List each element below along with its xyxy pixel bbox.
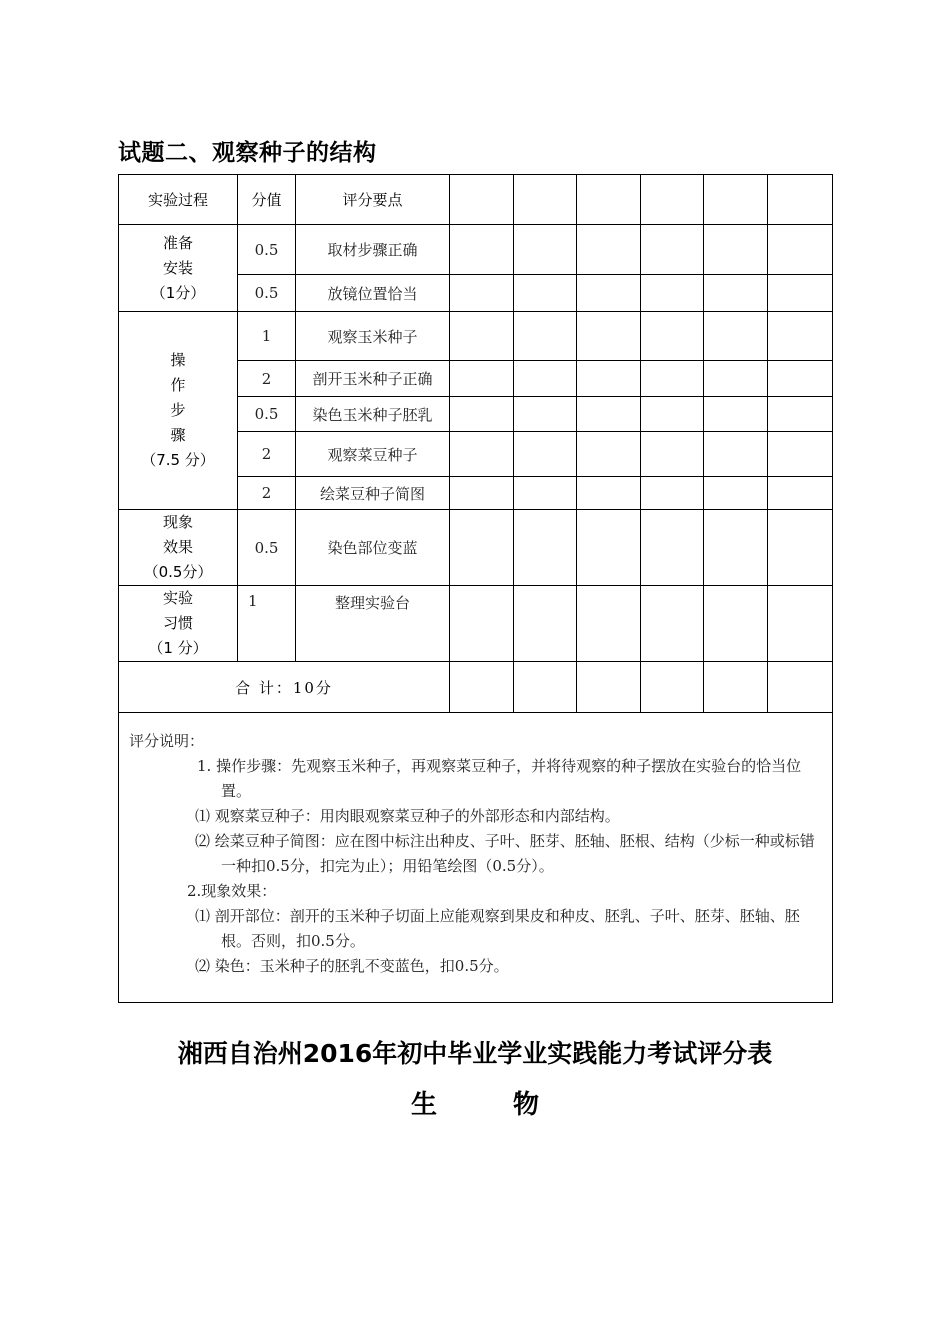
point-cell: 观察玉米种子: [296, 312, 450, 361]
blank-cell: [704, 477, 768, 510]
blank-cell: [768, 510, 833, 586]
category-line: 准备: [162, 233, 193, 252]
blank-cell: [450, 225, 514, 275]
blank-cell: [577, 477, 641, 510]
note-item-2: 2.现象效果：: [187, 882, 277, 900]
blank-cell: [577, 312, 641, 361]
blank-cell: [768, 662, 833, 713]
category-line: （0.5分）: [143, 563, 213, 581]
category-line: 骤: [170, 426, 186, 444]
category-line: （7.5 分）: [141, 451, 215, 469]
notes-row: [119, 713, 833, 1003]
total-cell: 合 计：10分: [119, 662, 450, 713]
blank-cell: [704, 586, 768, 662]
subject-title: [0, 1084, 950, 1121]
blank-cell: [641, 275, 704, 312]
category-line: （1分）: [150, 283, 206, 302]
category-line: 效果: [162, 538, 193, 556]
blank-cell: [514, 397, 577, 432]
blank-cell: [641, 510, 704, 586]
point-cell: 剖开玉米种子正确: [296, 361, 450, 397]
score-cell: 2: [238, 361, 296, 397]
point-cell: 观察菜豆种子: [296, 432, 450, 477]
blank-cell: [450, 397, 514, 432]
blank-cell: [641, 397, 704, 432]
blank-cell: [768, 586, 833, 662]
category-operation: [119, 312, 238, 510]
blank-cell: [577, 510, 641, 586]
blank-cell: [577, 175, 641, 225]
note-item-2-2: ⑵ 染色：玉米种子的胚乳不变蓝色，扣0.5分。: [195, 957, 509, 975]
blank-cell: [514, 361, 577, 397]
blank-cell: [768, 312, 833, 361]
header-process: 实验过程: [119, 175, 238, 225]
blank-cell: [514, 662, 577, 713]
category-line: 操: [170, 351, 186, 369]
blank-cell: [768, 275, 833, 312]
subject-char: 生: [410, 1090, 437, 1120]
blank-cell: [768, 397, 833, 432]
blank-cell: [641, 361, 704, 397]
blank-cell: [704, 510, 768, 586]
scoring-notes: [119, 713, 833, 1003]
blank-cell: [641, 662, 704, 713]
table-row: [119, 225, 833, 275]
table-row: [119, 510, 833, 586]
blank-cell: [450, 432, 514, 477]
blank-cell: [641, 312, 704, 361]
category-line: 作: [170, 376, 186, 394]
note-item-2-1: ⑴ 剖开部位：剖开的玉米种子切面上应能观察到果皮和种皮、胚乳、子叶、胚芽、胚轴、胚根。否则，扣0.5分。: [195, 907, 800, 950]
note-item-1-2: ⑵ 绘菜豆种子简图：应在图中标注出种皮、子叶、胚芽、胚轴、胚根、结构（少标一种或标错一种扣0.5分，扣完为止）；用铅笔绘图（0.5分）。: [195, 832, 815, 875]
blank-cell: [768, 225, 833, 275]
blank-cell: [577, 662, 641, 713]
point-cell: 整理实验台: [296, 586, 450, 662]
blank-cell: [450, 275, 514, 312]
blank-cell: [514, 477, 577, 510]
note-item-1: 1. 操作步骤：先观察玉米种子，再观察菜豆种子，并将待观察的种子摆放在实验台的恰当位置。: [197, 757, 802, 800]
table-row: [119, 586, 833, 662]
score-cell: 0.5: [238, 225, 296, 275]
blank-cell: [514, 510, 577, 586]
category-prepare: [119, 225, 238, 312]
category-line: 安装: [162, 258, 193, 277]
category-habit: [119, 586, 238, 662]
note-item-1-1: ⑴ 观察菜豆种子：用肉眼观察菜豆种子的外部形态和内部结构。: [195, 807, 620, 825]
blank-cell: [768, 361, 833, 397]
blank-cell: [514, 275, 577, 312]
score-cell: 0.5: [238, 510, 296, 586]
blank-cell: [704, 432, 768, 477]
point-cell: 绘菜豆种子简图: [296, 477, 450, 510]
header-score: 分值: [238, 175, 296, 225]
category-line: 步: [170, 401, 186, 419]
blank-cell: [450, 312, 514, 361]
blank-cell: [704, 275, 768, 312]
score-cell: 2: [238, 432, 296, 477]
notes-label: 评分说明：: [129, 732, 205, 750]
category-line: 现象: [162, 513, 193, 531]
score-cell: 0.5: [238, 275, 296, 312]
blank-cell: [450, 361, 514, 397]
category-line: （1 分）: [148, 639, 208, 657]
blank-cell: [704, 361, 768, 397]
header-points: 评分要点: [296, 175, 450, 225]
section-title: 试题二、观察种子的结构: [118, 140, 377, 166]
score-cell: 2: [238, 477, 296, 510]
main-title: 湘西自治州2016年初中毕业学业实践能力考试评分表: [177, 1039, 773, 1068]
blank-cell: [641, 175, 704, 225]
blank-cell: [577, 586, 641, 662]
blank-cell: [577, 275, 641, 312]
blank-cell: [450, 510, 514, 586]
blank-cell: [641, 477, 704, 510]
blank-cell: [641, 432, 704, 477]
blank-cell: [450, 586, 514, 662]
blank-cell: [577, 432, 641, 477]
category-phenomenon: [119, 510, 238, 586]
point-cell: 染色玉米种子胚乳: [296, 397, 450, 432]
blank-cell: [704, 225, 768, 275]
score-cell: 0.5: [238, 397, 296, 432]
blank-cell: [641, 225, 704, 275]
table-row: [119, 312, 833, 361]
blank-cell: [704, 175, 768, 225]
point-cell: 染色部位变蓝: [296, 510, 450, 586]
blank-cell: [450, 662, 514, 713]
blank-cell: [514, 225, 577, 275]
category-line: 习惯: [162, 614, 193, 632]
blank-cell: [768, 175, 833, 225]
score-cell: 1: [238, 586, 296, 662]
score-cell: 1: [238, 312, 296, 361]
blank-cell: [704, 397, 768, 432]
total-row: [119, 662, 833, 713]
subject-char: 物: [513, 1090, 540, 1120]
blank-cell: [514, 175, 577, 225]
point-cell: 取材步骤正确: [296, 225, 450, 275]
blank-cell: [514, 586, 577, 662]
blank-cell: [450, 477, 514, 510]
header-row: [119, 175, 833, 225]
blank-cell: [768, 432, 833, 477]
point-cell: 放镜位置恰当: [296, 275, 450, 312]
blank-cell: [704, 312, 768, 361]
blank-cell: [514, 432, 577, 477]
blank-cell: [514, 312, 577, 361]
scoring-table: [118, 174, 833, 1003]
blank-cell: [450, 175, 514, 225]
blank-cell: [641, 586, 704, 662]
blank-cell: [768, 477, 833, 510]
blank-cell: [577, 361, 641, 397]
blank-cell: [577, 225, 641, 275]
blank-cell: [704, 662, 768, 713]
blank-cell: [577, 397, 641, 432]
category-line: 实验: [162, 589, 193, 607]
